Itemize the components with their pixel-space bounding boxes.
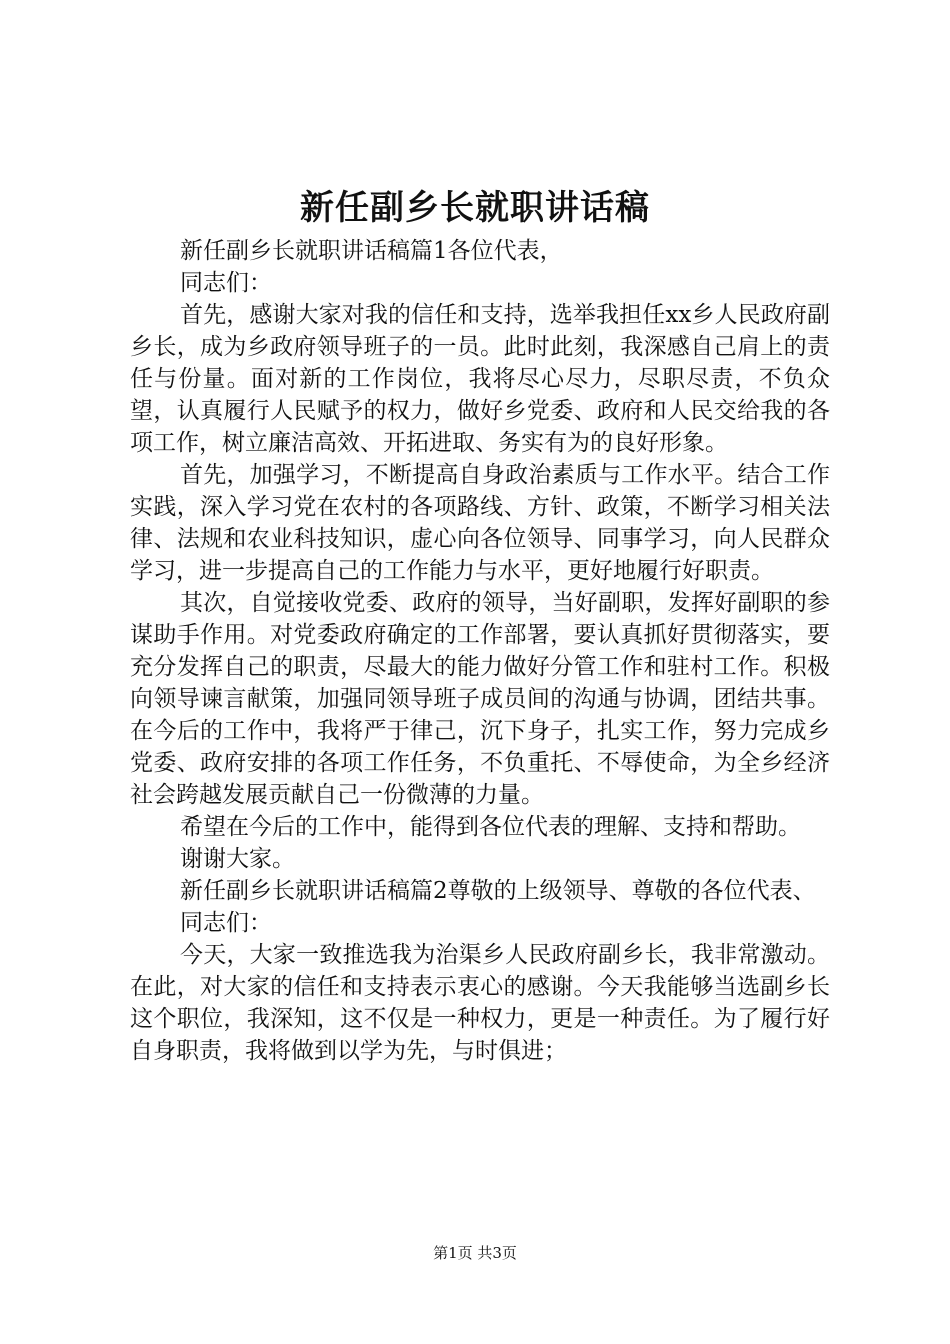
paragraph: 同志们：: [180, 270, 272, 296]
paragraph: 今天，大家一致推选我为治渠乡人民政府副乡长，我非常激动。在此，对大家的信任和支持表示衷心的感谢。今天我能够当选副乡长这个职位，我深知，这不仅是一种权力，更是一种责任。为了履行好自身职责，我将做到以学为先，与时俱进；: [130, 942, 830, 1064]
paragraph: 新任副乡长就职讲话稿篇2尊敬的上级领导、尊敬的各位代表、: [180, 878, 816, 904]
paragraph: 谢谢大家。: [180, 846, 295, 872]
page-number-footer: 第1页 共3页: [433, 1244, 517, 1262]
paragraph: 首先，感谢大家对我的信任和支持，选举我担任xx乡人民政府副乡长，成为乡政府领导班子的一员。此时此刻，我深感自己肩上的责任与份量。面对新的工作岗位，我将尽心尽力，尽职尽责，不负众望，认真履行人民赋予的权力，做好乡党委、政府和人民交给我的各项工作，树立廉洁高效、开拓进取、务实有为的良好形象。: [130, 302, 830, 456]
paragraph: 首先，加强学习，不断提高自身政治素质与工作水平。结合工作实践，深入学习党在农村的各项路线、方针、政策，不断学习相关法律、法规和农业科技知识，虚心向各位领导、同事学习，向人民群众学习，进一步提高自己的工作能力与水平，更好地履行好职责。: [130, 462, 830, 584]
paragraph: 希望在今后的工作中，能得到各位代表的理解、支持和帮助。: [180, 814, 801, 840]
paragraph: 新任副乡长就职讲话稿篇1各位代表，: [180, 238, 563, 264]
paragraph: 同志们：: [180, 910, 272, 936]
document-title: 新任副乡长就职讲话稿: [300, 188, 650, 228]
paragraph: 其次，自觉接收党委、政府的领导，当好副职，发挥好副职的参谋助手作用。对党委政府确定的工作部署，要认真抓好贯彻落实，要充分发挥自己的职责，尽最大的能力做好分管工作和驻村工作。积极向领导谏言献策，加强同领导班子成员间的沟通与协调，团结共事。在今后的工作中，我将严于律己，沉下身子，扎实工作，努力完成乡党委、政府安排的各项工作任务，不负重托、不辱使命，为全乡经济社会跨越发展贡献自己一份微薄的力量。: [130, 590, 830, 808]
document-body: [130, 235, 830, 1067]
